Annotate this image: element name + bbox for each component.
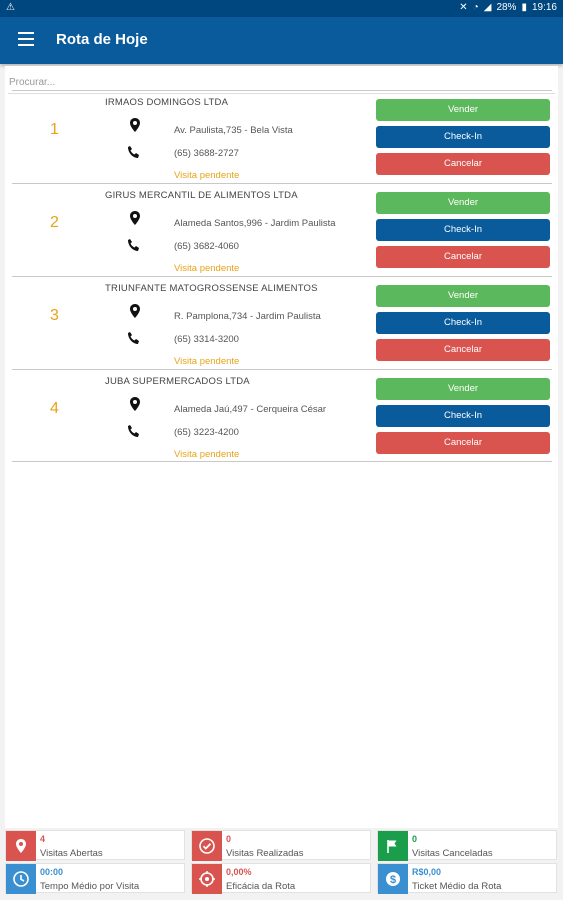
stat-label: Ticket Médio da Rota — [412, 881, 502, 892]
stat-value: 0,00% — [226, 867, 252, 877]
vender-button[interactable]: Vender — [376, 192, 550, 214]
clock-icon — [6, 864, 36, 894]
phone-icon — [127, 238, 141, 252]
stat-value: 0 — [412, 834, 418, 844]
wifi-icon: ◔ — [472, 2, 479, 13]
page-title: Rota de Hoje — [56, 31, 148, 48]
battery-icon: ▮ — [521, 2, 527, 13]
customer-name: IRMAOS DOMINGOS LTDA — [105, 97, 229, 108]
visit-number: 1 — [50, 121, 59, 138]
location-pin-icon — [6, 831, 36, 861]
stat-label: Visitas Abertas — [40, 848, 103, 859]
customer-address: Alameda Jaú,497 - Cerqueira César — [174, 404, 327, 415]
visit-number: 2 — [50, 214, 59, 231]
stat-value: 0 — [226, 834, 232, 844]
phone-icon — [127, 331, 141, 345]
customer-phone: (65) 3314-3200 — [174, 334, 239, 345]
visit-status: Visita pendente — [174, 263, 240, 274]
vender-button[interactable]: Vender — [376, 285, 550, 307]
stat-value: 00:00 — [40, 867, 64, 877]
location-pin-icon — [129, 304, 141, 318]
stat-value: R$0,00 — [412, 867, 442, 877]
app-bar — [0, 17, 563, 64]
visit-status: Visita pendente — [174, 449, 240, 460]
visit-row[interactable] — [12, 183, 552, 276]
stat-label: Visitas Realizadas — [226, 848, 304, 859]
cancelar-button[interactable]: Cancelar — [376, 246, 550, 268]
customer-name: JUBA SUPERMERCADOS LTDA — [105, 376, 250, 387]
stat-eficacia — [191, 863, 371, 893]
visit-number: 4 — [50, 400, 59, 417]
mute-icon: ✕ — [459, 2, 468, 13]
stat-visitas-abertas — [5, 830, 185, 860]
checkin-button[interactable]: Check-In — [376, 312, 550, 334]
visit-row[interactable] — [12, 369, 552, 462]
visit-row[interactable] — [12, 276, 552, 369]
stat-visitas-realizadas — [191, 830, 371, 860]
stat-ticket-medio — [377, 863, 557, 893]
signal-icon: ◢ — [483, 2, 492, 13]
visit-list — [12, 90, 552, 462]
visit-status: Visita pendente — [174, 356, 240, 367]
dollar-icon — [378, 864, 408, 894]
battery-level: 28% — [496, 2, 517, 13]
stat-label: Tempo Médio por Visita — [40, 881, 140, 892]
target-icon — [192, 864, 222, 894]
warning-icon: ⚠ — [6, 2, 15, 13]
vender-button[interactable]: Vender — [376, 378, 550, 400]
stat-label: Eficácia da Rota — [226, 881, 296, 892]
customer-name: TRIUNFANTE MATOGROSSENSE ALIMENTOS — [105, 283, 318, 294]
check-circle-icon — [192, 831, 222, 861]
checkin-button[interactable]: Check-In — [376, 405, 550, 427]
stat-label: Visitas Canceladas — [412, 848, 493, 859]
menu-icon[interactable] — [18, 32, 34, 46]
stats-panel — [5, 830, 558, 895]
location-pin-icon — [129, 118, 141, 132]
customer-name: GIRUS MERCANTIL DE ALIMENTOS LTDA — [105, 190, 298, 201]
visit-row[interactable] — [12, 90, 552, 183]
phone-icon — [127, 145, 141, 159]
customer-phone: (65) 3688-2727 — [174, 148, 239, 159]
flag-icon — [378, 831, 408, 861]
stat-tempo-medio — [5, 863, 185, 893]
location-pin-icon — [129, 397, 141, 411]
phone-icon — [127, 424, 141, 438]
checkin-button[interactable]: Check-In — [376, 126, 550, 148]
cancelar-button[interactable]: Cancelar — [376, 153, 550, 175]
cancelar-button[interactable]: Cancelar — [376, 432, 550, 454]
visit-number: 3 — [50, 307, 59, 324]
customer-phone: (65) 3682-4060 — [174, 241, 239, 252]
stat-value: 4 — [40, 834, 46, 844]
customer-address: R. Pamplona,734 - Jardim Paulista — [174, 311, 321, 322]
customer-address: Alameda Santos,996 - Jardim Paulista — [174, 218, 336, 229]
status-bar-right — [459, 2, 557, 13]
clock-time: 19:16 — [531, 2, 557, 13]
customer-phone: (65) 3223-4200 — [174, 427, 239, 438]
main-content — [5, 66, 558, 828]
visit-status: Visita pendente — [174, 170, 240, 181]
vender-button[interactable]: Vender — [376, 99, 550, 121]
location-pin-icon — [129, 211, 141, 225]
customer-address: Av. Paulista,735 - Bela Vista — [174, 125, 293, 136]
checkin-button[interactable]: Check-In — [376, 219, 550, 241]
stat-visitas-canceladas — [377, 830, 557, 860]
cancelar-button[interactable]: Cancelar — [376, 339, 550, 361]
svg-text:$: $ — [389, 874, 397, 886]
status-bar — [0, 0, 563, 17]
